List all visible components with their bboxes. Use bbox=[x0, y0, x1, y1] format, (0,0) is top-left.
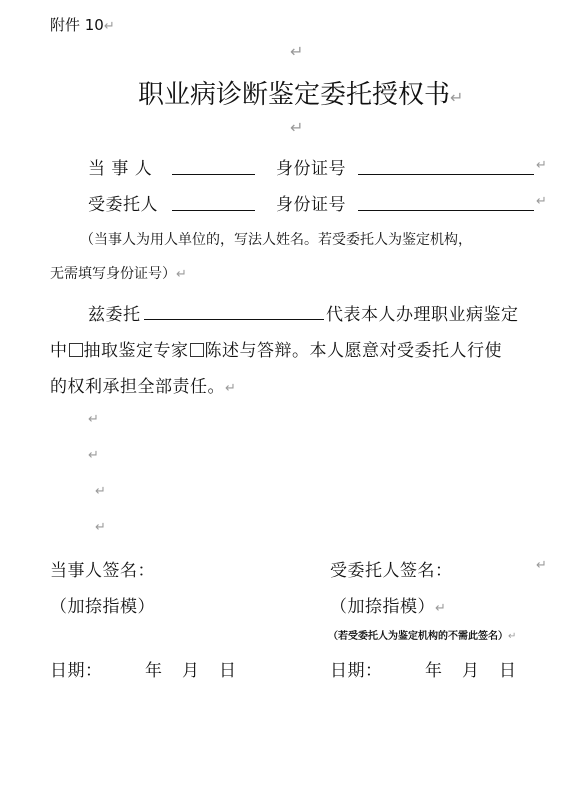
attachment-label bbox=[50, 14, 115, 35]
entrust-line-3-text: 的权利承担全部责任。 bbox=[50, 377, 225, 397]
note-line-2 bbox=[50, 263, 187, 283]
entrusted-person-field[interactable] bbox=[144, 303, 324, 320]
return-mark: ↵ bbox=[536, 558, 547, 573]
party-signature-label: 当事人签名： bbox=[50, 561, 155, 581]
return-mark: ↵ bbox=[290, 118, 304, 137]
return-mark: ↵ bbox=[88, 448, 99, 463]
party-date-year: 年 bbox=[145, 661, 163, 681]
trustee-fingerprint bbox=[330, 592, 446, 617]
trustee-name-field[interactable] bbox=[172, 194, 255, 211]
entrust-line-2 bbox=[50, 336, 502, 361]
return-mark: ↵ bbox=[536, 194, 547, 209]
document-title bbox=[138, 74, 463, 111]
trustee-date-year: 年 bbox=[425, 661, 443, 681]
trustee-label: 受委托人 bbox=[88, 195, 158, 215]
trustee-date-month: 月 bbox=[462, 661, 480, 681]
return-mark: ↵ bbox=[508, 631, 517, 642]
signature-note-text: （若受委托人为鉴定机构的不需此签名） bbox=[328, 631, 508, 642]
checkbox-statement-defense[interactable] bbox=[190, 343, 204, 357]
note-line-2-text: 无需填写身份证号） bbox=[50, 266, 176, 282]
entrust-prefix: 兹委托 bbox=[88, 305, 141, 325]
entrust-suffix: 代表本人办理职业病鉴定 bbox=[326, 305, 519, 325]
return-mark: ↵ bbox=[176, 267, 187, 282]
return-mark: ↵ bbox=[536, 158, 547, 173]
entrust-line-2-part-a: 中 bbox=[50, 341, 68, 361]
entrust-line-2-part-b: 抽取鉴定专家 bbox=[83, 341, 189, 361]
document-title-text: 职业病诊断鉴定委托授权书 bbox=[138, 80, 451, 110]
entrust-line-2-part-c: 陈述与答辩。本人愿意对受委托人行使 bbox=[204, 341, 502, 361]
trustee-date-label: 日期： bbox=[330, 661, 383, 681]
note-line-1: （当事人为用人单位的，写法人姓名。若受委托人为鉴定机构， bbox=[80, 232, 472, 248]
attachment-label-text: 附件 10 bbox=[50, 16, 104, 34]
party-label: 当 事 人 bbox=[88, 159, 153, 179]
trustee-id-field[interactable] bbox=[358, 194, 534, 211]
return-mark: ↵ bbox=[450, 88, 464, 107]
return-mark: ↵ bbox=[290, 42, 304, 61]
party-date-day: 日 bbox=[219, 661, 237, 681]
party-id-field[interactable] bbox=[358, 158, 534, 175]
return-mark: ↵ bbox=[103, 19, 115, 34]
return-mark: ↵ bbox=[225, 381, 237, 396]
return-mark: ↵ bbox=[95, 484, 106, 499]
party-date-label: 日期： bbox=[50, 661, 103, 681]
trustee-fingerprint-label: （加捺指模） bbox=[330, 597, 435, 617]
party-row bbox=[88, 154, 152, 179]
party-date-month: 月 bbox=[182, 661, 200, 681]
return-mark: ↵ bbox=[435, 601, 447, 616]
trustee-signature-label: 受委托人签名： bbox=[330, 561, 453, 581]
return-mark: ↵ bbox=[95, 520, 106, 535]
signature-note bbox=[328, 627, 516, 642]
trustee-date-day: 日 bbox=[499, 661, 517, 681]
return-mark: ↵ bbox=[88, 412, 99, 427]
party-name-field[interactable] bbox=[172, 158, 255, 175]
entrust-line-3 bbox=[50, 372, 236, 397]
trustee-id-label: 身份证号 bbox=[276, 195, 346, 215]
party-id-label: 身份证号 bbox=[276, 159, 346, 179]
party-fingerprint-label: （加捺指模） bbox=[50, 597, 155, 617]
checkbox-select-experts[interactable] bbox=[69, 343, 83, 357]
